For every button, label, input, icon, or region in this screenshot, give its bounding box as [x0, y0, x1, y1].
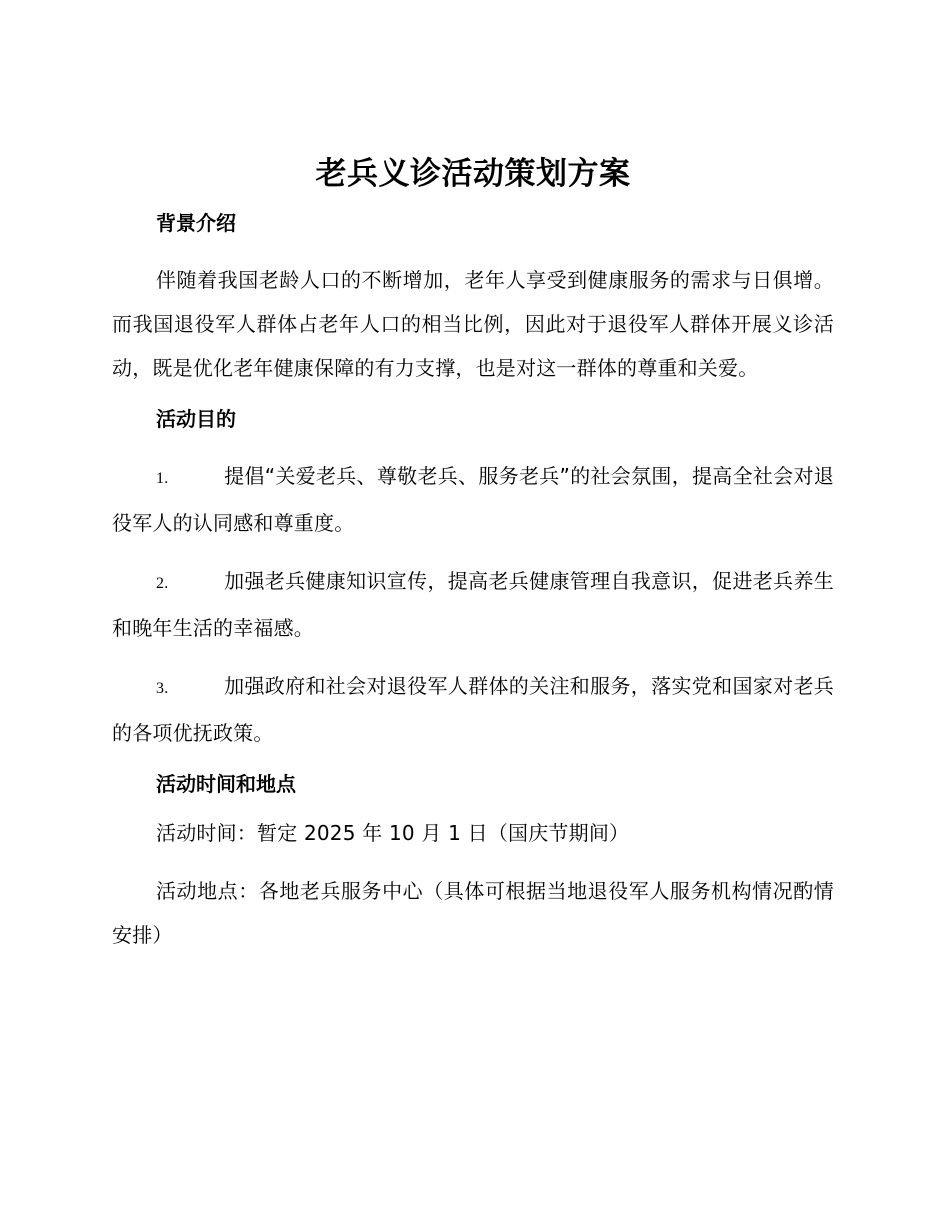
- purpose-item-3: [112, 664, 834, 755]
- document-content: [112, 150, 834, 957]
- document-title: 老兵义诊活动策划方案: [315, 156, 631, 192]
- section-heading-purpose: 活动目的: [156, 407, 236, 431]
- purpose-item-2: [112, 559, 834, 650]
- activity-place-line: 活动地点：各地老兵服务中心（具体可根据当地退役军人服务机构情况酌情安排）: [112, 879, 834, 947]
- activity-time-line: 活动时间：暂定 2025 年 10 月 1 日（国庆节期间）: [156, 821, 630, 845]
- purpose-item-number: 2.: [156, 575, 169, 592]
- background-paragraph: 伴随着我国老龄人口的不断增加，老年人享受到健康服务的需求与日俱增。而我国退役军人群体占老年人口的相当比例，因此对于退役军人群体开展义诊活动，既是优化老年健康保障的有力支撑，也是对这一群体的尊重和关爱。: [112, 268, 834, 380]
- section-heading-time-place: 活动时间和地点: [156, 772, 296, 796]
- purpose-item-text: 加强老兵健康知识宣传，提高老兵健康管理自我意识，促进老兵养生和晚年生活的幸福感。: [112, 569, 834, 640]
- purpose-item-number: 1.: [156, 470, 169, 487]
- section-heading-background: 背景介绍: [156, 211, 236, 235]
- purpose-item-text: 加强政府和社会对退役军人群体的关注和服务，落实党和国家对老兵的各项优抚政策。: [112, 674, 834, 745]
- purpose-item-1: [112, 454, 834, 545]
- purpose-item-number: 3.: [156, 680, 169, 697]
- purpose-item-text: 提倡“关爱老兵、尊敬老兵、服务老兵”的社会氛围，提高全社会对退役军人的认同感和尊重度。: [112, 464, 834, 535]
